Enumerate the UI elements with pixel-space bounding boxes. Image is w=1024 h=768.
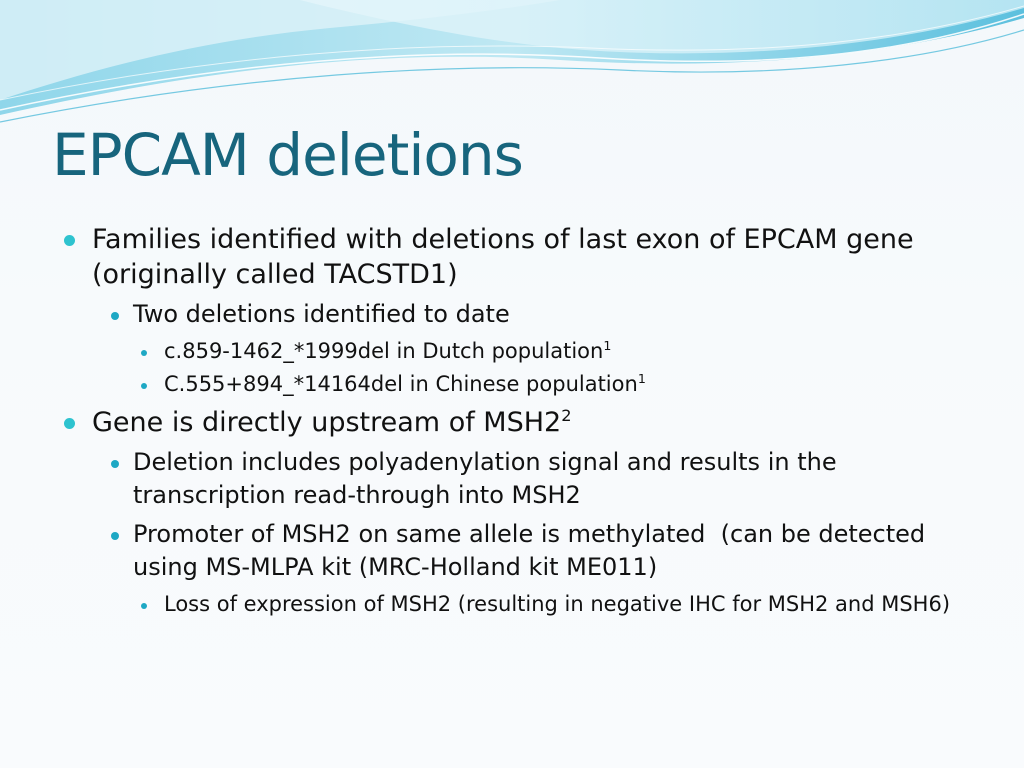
bullet-text: Gene is directly upstream of MSH2: [92, 407, 562, 438]
bullet-text-wrap: [164, 370, 958, 399]
bullet-level2-two-deletions: [58, 298, 958, 331]
bullet-dot-icon: [64, 235, 75, 246]
citation-superscript: 1: [603, 338, 612, 353]
bullet-level3-loss-of-expression: [58, 590, 958, 619]
bullet-text-wrap: [164, 337, 958, 366]
header-wave-decoration: [0, 0, 1024, 130]
bullet-dot-icon: [111, 460, 119, 468]
bullet-text: Promoter of MSH2 on same allele is methylated (can be detected using MS-MLPA kit (MRC-Holland kit ME011): [133, 520, 933, 581]
bullet-text: Two deletions identified to date: [133, 300, 510, 328]
bullet-dot-icon: [111, 312, 119, 320]
bullet-text-wrap: [92, 405, 958, 440]
bullet-dot-icon: [111, 532, 119, 540]
bullet-level3-chinese-deletion: [58, 370, 958, 399]
bullet-text: Loss of expression of MSH2 (resulting in negative IHC for MSH2 and MSH6): [164, 592, 951, 616]
bullet-level2-promoter-methylated: [58, 518, 958, 584]
bullet-text: Families identified with deletions of last exon of EPCAM gene (originally called TACSTD1): [92, 224, 914, 290]
bullet-dot-icon: [141, 350, 147, 356]
citation-superscript: 2: [561, 406, 572, 425]
bullet-level3-dutch-deletion: [58, 337, 958, 366]
bullet-dot-icon: [141, 603, 147, 609]
bullet-text: c.859-1462_*1999del in Dutch population: [164, 339, 604, 363]
citation-superscript: 1: [637, 371, 646, 386]
slide-title: EPCAM deletions: [52, 121, 523, 189]
bullet-dot-icon: [64, 418, 75, 429]
bullet-text: Deletion includes polyadenylation signal and results in the transcription read-through into MSH2: [133, 448, 837, 509]
bullet-level2-deletion-polyadenylation: [58, 446, 958, 512]
slide-content: [58, 222, 958, 623]
bullet-level1-upstream-msh2: [58, 405, 958, 440]
bullet-text: C.555+894_*14164del in Chinese population: [164, 372, 638, 396]
bullet-dot-icon: [141, 383, 147, 389]
bullet-level1-families: [58, 222, 958, 292]
